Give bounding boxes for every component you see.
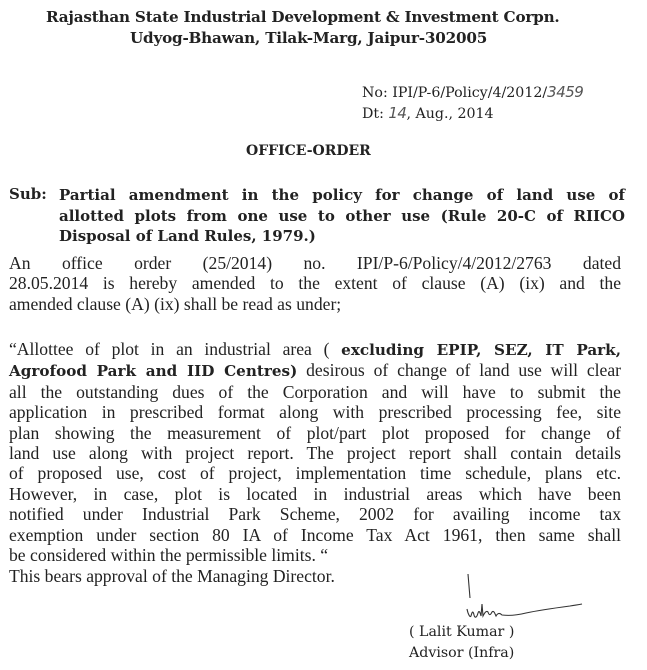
organization-name: Rajasthan State Industrial Development & Investment Corpn. xyxy=(46,8,560,26)
date-day-handwritten: 14 xyxy=(388,104,407,122)
date-rest: , Aug., 2014 xyxy=(406,106,494,122)
subject-line: allotted plots from one use to other use (Rule 20-C of RIICO xyxy=(59,206,625,225)
reference-number-prefix: No: IPI/P-6/Policy/4/2012/ xyxy=(362,85,548,101)
clause-text: “Allottee of plot in an industrial area ( xyxy=(9,339,342,359)
exclusion-text: excluding EPIP, SEZ, IT Park, xyxy=(341,341,621,359)
paragraph-line: 28.05.2014 is hereby amended to the extent of clause (A) (ix) and the xyxy=(9,273,621,294)
paragraph-line: be considered within the permissible limits. “ xyxy=(9,545,329,566)
paragraph-line xyxy=(9,360,621,381)
paragraph-line: all the outstanding dues of the Corporation and will have to submit the xyxy=(9,381,621,402)
reference-date xyxy=(362,104,494,122)
paragraph-line: An office order (25/2014) no. IPI/P-6/Policy/4/2012/2763 dated xyxy=(9,253,621,273)
subject-line: Partial amendment in the policy for change of land use of xyxy=(59,186,625,204)
amended-clause-paragraph xyxy=(9,339,621,565)
signatory-name: ( Lalit Kumar ) xyxy=(409,624,515,640)
paragraph-line: amended clause (A) (ix) shall be read as under; xyxy=(9,293,342,314)
signatory-designation: Advisor (Infra) xyxy=(409,645,515,661)
subject-label: Sub: xyxy=(9,185,47,203)
paragraph-line: notified under Industrial Park Scheme, 2002 for availing income tax xyxy=(9,504,621,525)
date-prefix: Dt: xyxy=(362,106,389,122)
subject-line: Disposal of Land Rules, 1979.) xyxy=(59,227,316,245)
paragraph-line: exemption under section 80 IA of Income Tax Act 1961, then same shall xyxy=(9,524,621,545)
paragraph-line: land use along with project report. The project report shall contain details xyxy=(9,443,621,464)
handwritten-signature xyxy=(410,570,610,630)
clause-text: desirous of change of land use will clear xyxy=(297,360,621,381)
subject-text xyxy=(59,185,625,247)
paragraph-line: of proposed use, cost of project, implementation time schedule, plans etc. xyxy=(9,463,621,484)
document-title: OFFICE-ORDER xyxy=(246,143,371,159)
organization-address: Udyog-Bhawan, Tilak-Marg, Jaipur-302005 xyxy=(130,29,488,47)
paragraph-line: plan showing the measurement of plot/part plot proposed for change of xyxy=(9,422,621,443)
paragraph-line: application in prescribed format along with prescribed processing fee, site xyxy=(9,402,621,423)
exclusion-text: Agrofood Park and IID Centres) xyxy=(9,362,298,381)
paragraph-line: However, in case, plot is located in industrial areas which have been xyxy=(9,483,621,504)
paragraph-line xyxy=(9,339,621,360)
reference-number-handwritten: 3459 xyxy=(547,83,584,101)
approval-note: This bears approval of the Managing Director. xyxy=(9,566,335,586)
reference-number xyxy=(362,83,583,101)
amendment-paragraph xyxy=(9,253,621,314)
